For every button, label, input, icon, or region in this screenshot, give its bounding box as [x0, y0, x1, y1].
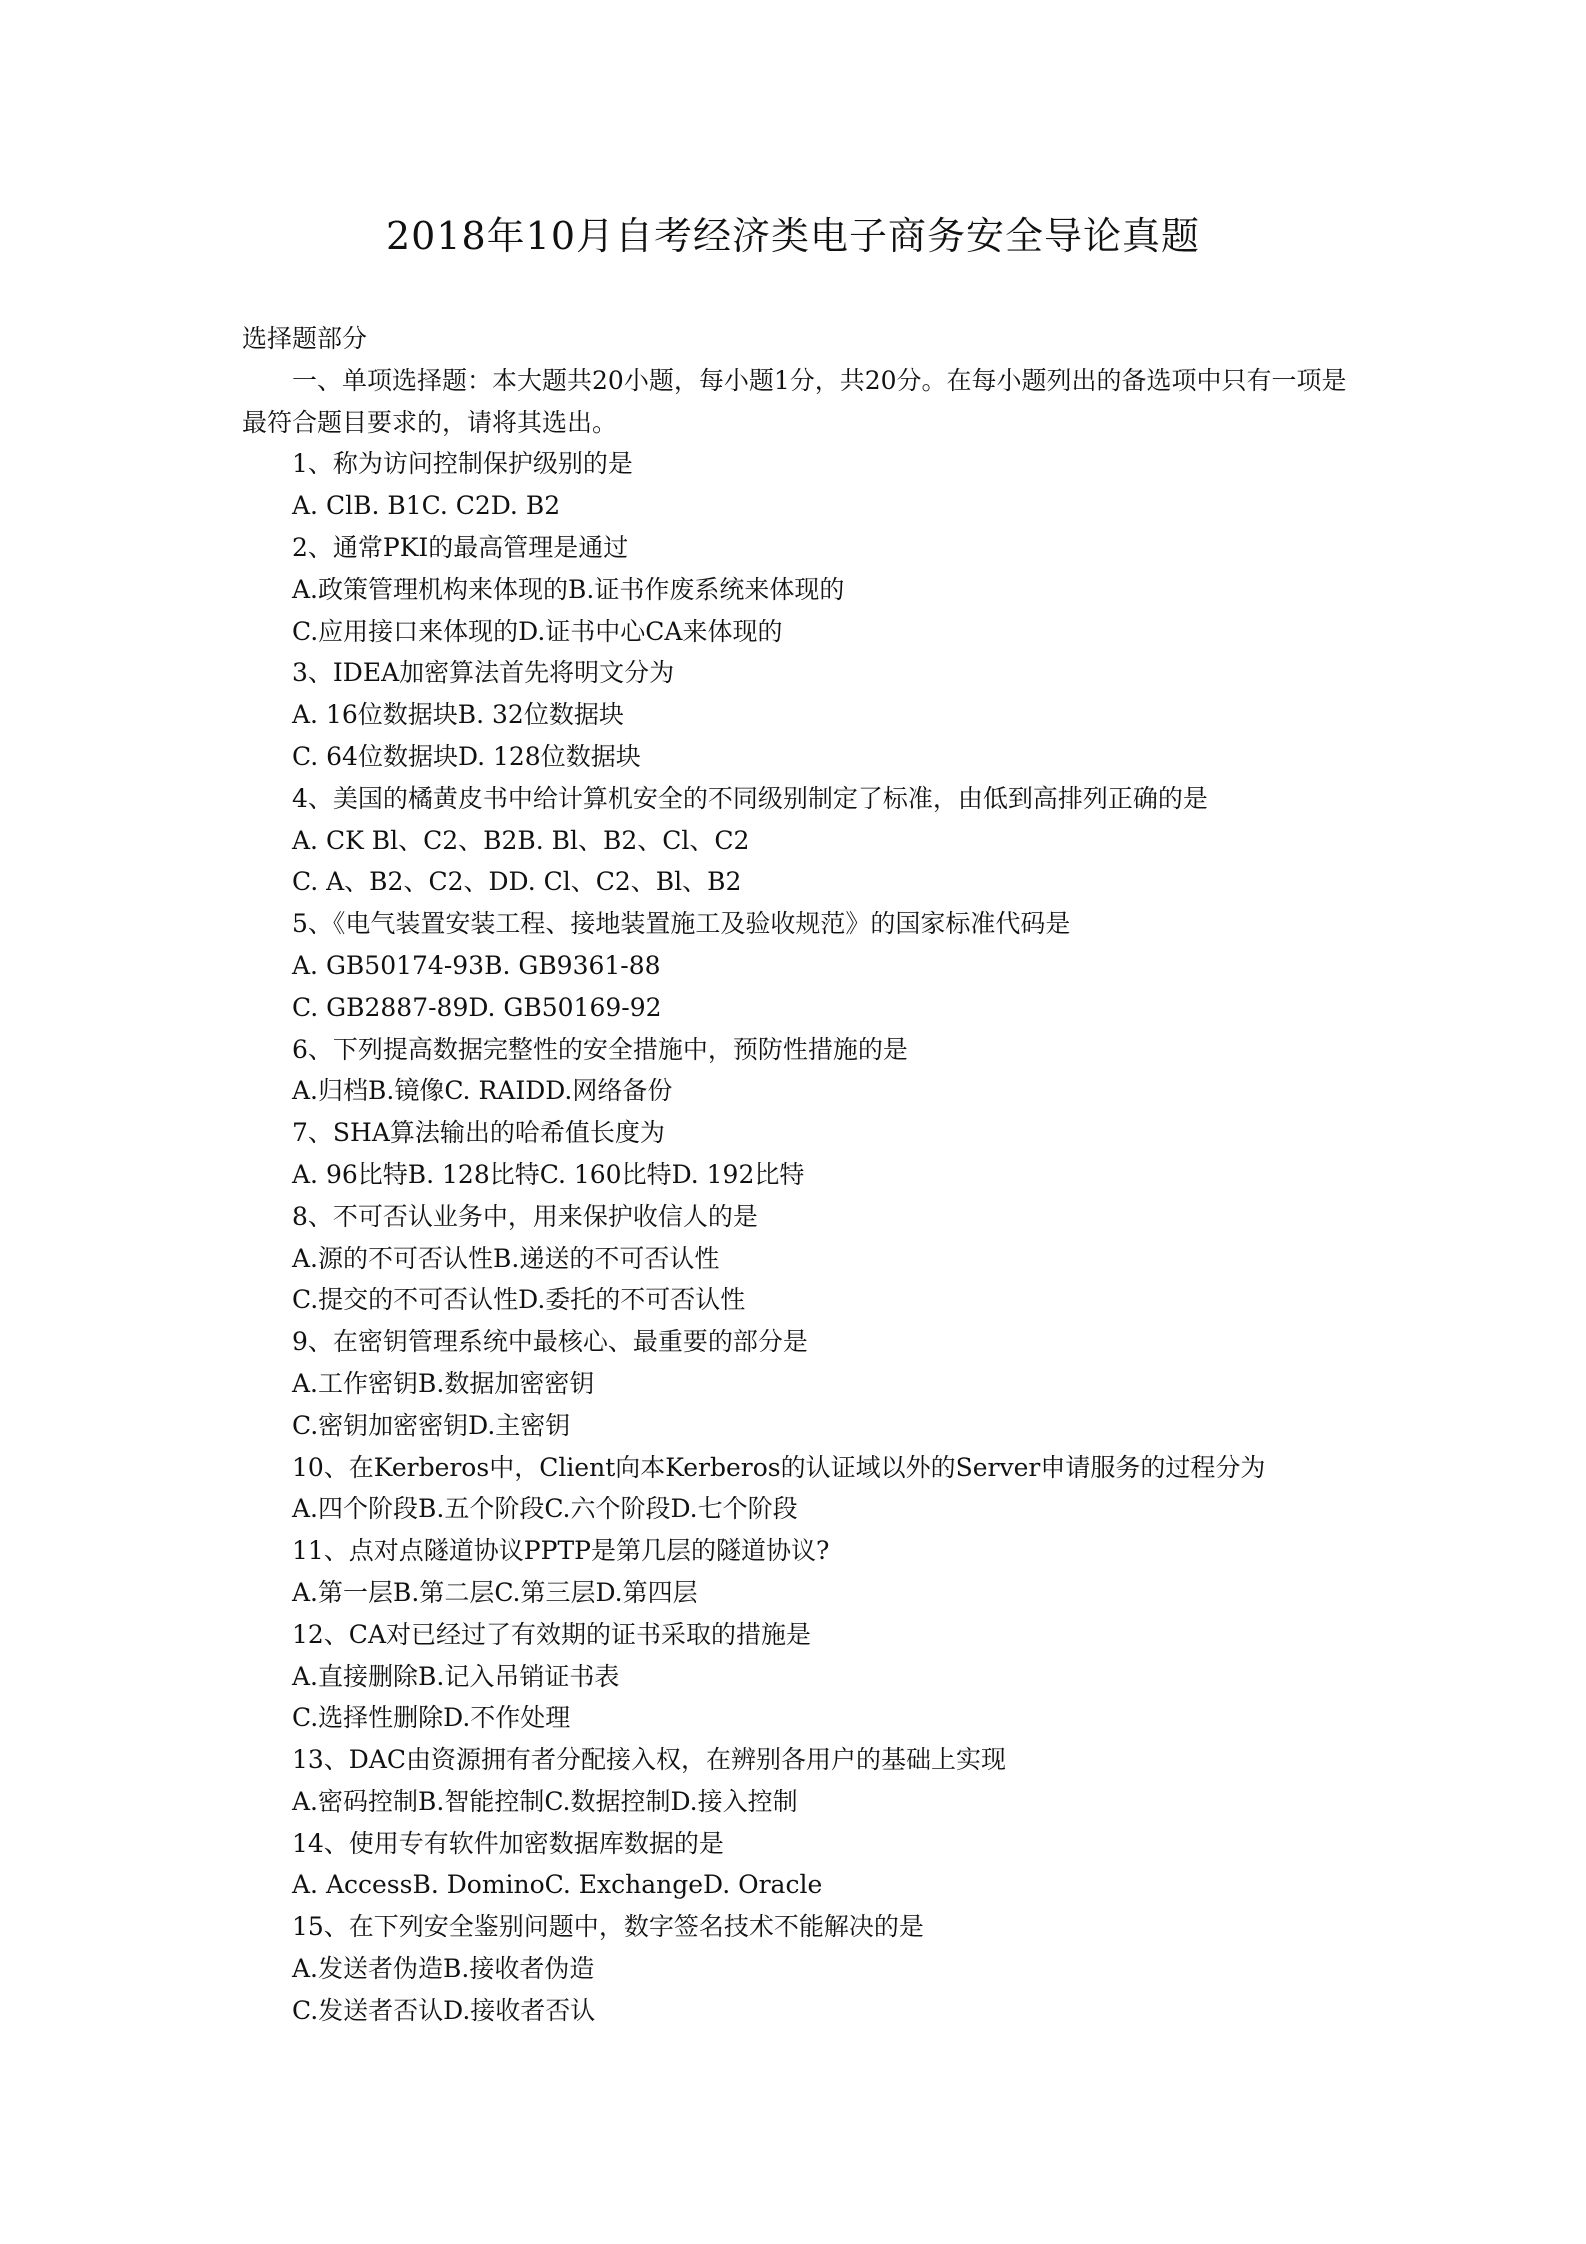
question-10: 10、在Kerberos中，Client向本Kerberos的认证域以外的Server申请服务的过程分为 [292, 1452, 1266, 1482]
question-7-options: A. 96比特B. 128比特C. 160比特D. 192比特 [292, 1159, 805, 1189]
question-15-options-cd: C.发送者否认D.接收者否认 [292, 1995, 596, 2025]
question-7: 7、SHA算法输出的哈希值长度为 [292, 1118, 665, 1148]
question-12-options-cd: C.选择性删除D.不作处理 [292, 1703, 571, 1733]
question-3: 3、IDEA加密算法首先将明文分为 [292, 658, 675, 688]
question-11-options: A.第一层B.第二层C.第三层D.第四层 [292, 1577, 698, 1607]
question-6-options: A.归档B.镜像C. RAIDD.网络备份 [292, 1076, 673, 1106]
question-8: 8、不可否认业务中，用来保护收信人的是 [292, 1201, 758, 1231]
question-8-options-cd: C.提交的不可否认性D.委托的不可否认性 [292, 1285, 746, 1315]
question-12-options-ab: A.直接删除B.记入吊销证书表 [292, 1661, 620, 1691]
instructions-paragraph: 一、单项选择题：本大题共20小题，每小题1分，共20分。在每小题列出的备选项中只有一项是最符合题目要求的，请将其选出。 [242, 365, 1347, 437]
question-4-options-ab: A. CK Bl、C2、B2B. Bl、B2、Cl、C2 [292, 825, 750, 855]
question-6: 6、下列提高数据完整性的安全措施中，预防性措施的是 [292, 1034, 908, 1064]
question-4-options-cd: C. A、B2、C2、DD. Cl、C2、Bl、B2 [292, 867, 742, 897]
question-4: 4、美国的橘黄皮书中给计算机安全的不同级别制定了标准，由低到高排列正确的是 [292, 783, 1208, 813]
question-14-options: A. AccessB. DominoC. ExchangeD. Oracle [292, 1870, 823, 1900]
question-2-options-ab: A.政策管理机构来体现的B.证书作废系统来体现的 [292, 574, 845, 604]
question-2-options-cd: C.应用接口来体现的D.证书中心CA来体现的 [292, 616, 783, 646]
question-1-options: A. ClB. B1C. C2D. B2 [292, 491, 561, 521]
section-label: 选择题部分 [242, 324, 368, 353]
question-14: 14、使用专有软件加密数据库数据的是 [292, 1828, 724, 1858]
question-5: 5、《电气装置安装工程、接地装置施工及验收规范》的国家标准代码是 [292, 909, 1071, 939]
question-9-options-cd: C.密钥加密密钥D.主密钥 [292, 1410, 571, 1440]
question-3-options-ab: A. 16位数据块B. 32位数据块 [292, 700, 624, 730]
question-13-options: A.密码控制B.智能控制C.数据控制D.接入控制 [292, 1786, 798, 1816]
question-3-options-cd: C. 64位数据块D. 128位数据块 [292, 741, 641, 771]
question-15: 15、在下列安全鉴别问题中，数字签名技术不能解决的是 [292, 1912, 924, 1942]
question-13: 13、DAC由资源拥有者分配接入权，在辨别各用户的基础上实现 [292, 1745, 1007, 1775]
document-title: 2018年10月自考经济类电子商务安全导论真题 [385, 214, 1201, 258]
question-11: 11、点对点隧道协议PPTP是第几层的隧道协议? [292, 1536, 830, 1566]
question-2: 2、通常PKI的最高管理是通过 [292, 532, 629, 562]
question-10-options: A.四个阶段B.五个阶段C.六个阶段D.七个阶段 [292, 1494, 798, 1524]
question-1: 1、称为访问控制保护级别的是 [292, 449, 633, 479]
question-5-options-ab: A. GB50174-93B. GB9361-88 [292, 950, 661, 980]
question-12: 12、CA对已经过了有效期的证书采取的措施是 [292, 1619, 811, 1649]
question-5-options-cd: C. GB2887-89D. GB50169-92 [292, 992, 662, 1022]
question-15-options-ab: A.发送者伪造B.接收者伪造 [292, 1954, 595, 1984]
question-9-options-ab: A.工作密钥B.数据加密密钥 [292, 1368, 595, 1398]
document-body [242, 318, 1352, 2032]
question-8-options-ab: A.源的不可否认性B.递送的不可否认性 [292, 1243, 720, 1273]
question-9: 9、在密钥管理系统中最核心、最重要的部分是 [292, 1327, 808, 1357]
